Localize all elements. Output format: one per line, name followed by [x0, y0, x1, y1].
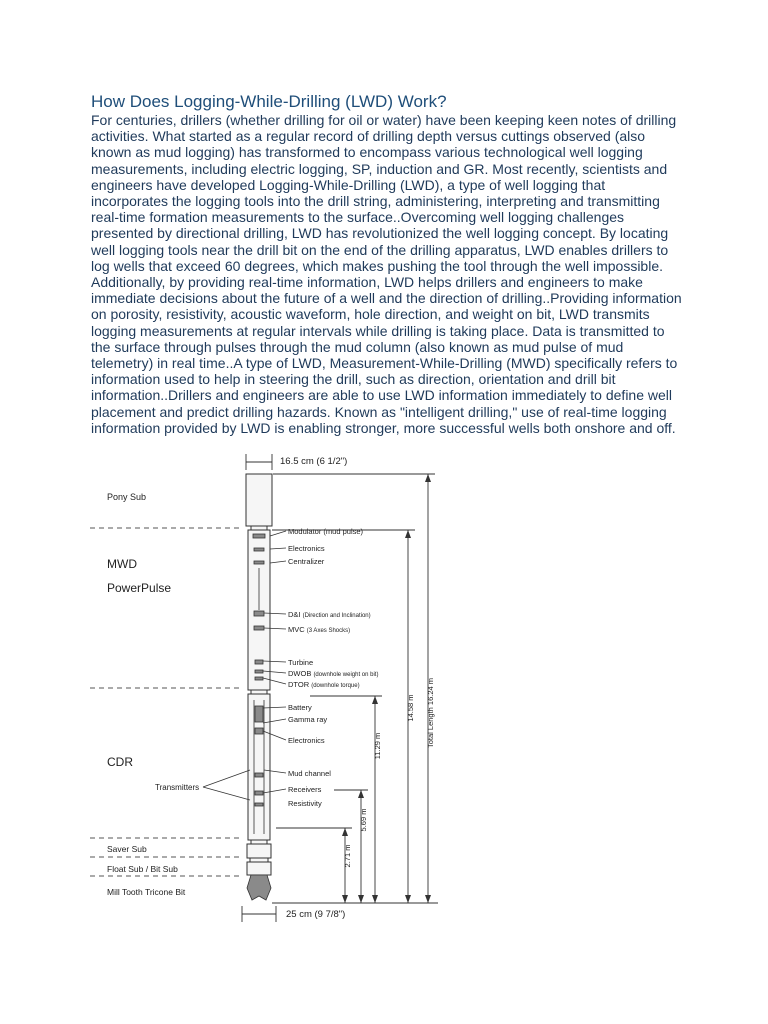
drill-string-tool — [246, 474, 272, 900]
receivers-label: Receivers — [288, 785, 322, 794]
mvc-sub-label: (3 Axes Shocks) — [306, 628, 351, 634]
mvc-main-label: MVC — [288, 625, 305, 634]
resistivity-label: Resistivity — [288, 799, 322, 808]
cdr-label: CDR — [107, 755, 133, 769]
bottom-diameter-label: 25 cm (9 7/8") — [286, 909, 346, 920]
di-sub-label: (Direction and Inclination) — [302, 613, 371, 619]
length-1458-label: 14.58 m — [406, 694, 415, 722]
body-line: engineers have developed Logging-While-Drilling (LWD), a type of well logging that — [91, 176, 606, 193]
article-title: How Does Logging-While-Drilling (LWD) Work? — [91, 92, 447, 111]
body-line: activities. What started as a regular record of drilling depth versus cuttings observed (also — [91, 128, 646, 145]
body-line: information used to help in steering the drill, such as direction, orientation and drill bit — [91, 371, 616, 388]
dtor-sub-label: (downhole torque) — [311, 683, 360, 689]
float-sub-label: Float Sub / Bit Sub — [107, 864, 178, 874]
body-line: For centuries, drillers (whether drilling for oil or water) have been keeping keen notes of drilling — [91, 112, 677, 128]
dtor-label — [288, 680, 360, 689]
body-line: Additionally, by providing real-time information, LWD helps drillers and engineers to make — [91, 274, 643, 291]
body-line: placement and predict drilling hazards. Known as "intelligent drilling," use of real-time logging — [91, 403, 667, 420]
di-main-label: D&I — [288, 610, 301, 619]
body-line: presented by directional drilling, LWD has revolutionized the well logging concept. By locating — [91, 225, 669, 242]
dwob-label — [288, 669, 378, 678]
length-1129-label: 11.29 m — [373, 732, 382, 760]
article-body — [91, 112, 691, 436]
lwd-tool-diagram — [90, 448, 450, 928]
body-line: on porosity, resistivity, acoustic waveform, hole direction, and weight on bit, LWD transmits — [91, 306, 650, 323]
body-line: information provided by LWD is enabling stronger, more successful wells both onshore and off. — [91, 419, 676, 436]
electronics-label: Electronics — [288, 544, 325, 553]
turbine-label: Turbine — [288, 658, 314, 667]
length-271-label: 2.71 m — [343, 844, 352, 868]
body-line: immediate decisions about the future of a well and the direction of drilling..Providing information — [91, 290, 682, 307]
bit-label: Mill Tooth Tricone Bit — [107, 887, 186, 897]
dwob-sub-label: (downhole weight on bit) — [313, 672, 379, 678]
di-label — [288, 610, 371, 619]
electronics-2-label: Electronics — [288, 736, 325, 745]
pony-sub-label: Pony Sub — [107, 492, 147, 502]
body-line: logging measurements at regular intervals while drilling is taking place. Data is transmitted to — [91, 322, 665, 339]
body-line: measurements, including electric logging, SP, induction and GR. Most recently, scientists and — [91, 160, 668, 177]
body-line: incorporates the logging tools into the drill string, administering, interpreting and transmitting — [91, 193, 660, 210]
mwd-label: MWD — [107, 557, 137, 571]
length-569-label: 5.69 m — [359, 808, 368, 832]
saver-sub-label: Saver Sub — [107, 844, 147, 854]
body-line: known as mud logging) has transformed to encompass various technological well logging — [91, 144, 643, 161]
powerpulse-label: PowerPulse — [107, 581, 172, 595]
body-line: well logging tools near the drill bit on the end of the drilling apparatus, LWD enables drillers to — [91, 241, 669, 258]
body-line: telemetry) in real time..A type of LWD, Measurement-While-Drilling (MWD) specifically refers to — [91, 355, 678, 372]
body-line: information..Drillers and engineers are able to use LWD information immediately to define well — [91, 387, 673, 404]
top-diameter-label: 16.5 cm (6 1/2") — [280, 456, 348, 467]
total-length-label: Total Length 16.24 m — [426, 677, 435, 749]
body-line: real-time formation measurements to the surface..Overcoming well logging challenges — [91, 209, 625, 226]
centralizer-label: Centralizer — [288, 557, 325, 566]
body-line: log wells that exceed 60 degrees, which makes pushing the tool through the well impossible. — [91, 257, 663, 274]
gamma-ray-label: Gamma ray — [288, 715, 328, 724]
battery-label: Battery — [288, 703, 312, 712]
modulator-label: Modulator (mud pulse) — [288, 527, 364, 536]
body-line: the surface through pulses through the mud column (also known as mud pulse of mud — [91, 338, 624, 355]
dwob-main-label: DWOB — [288, 669, 312, 678]
transmitters-label: Transmitters — [155, 783, 200, 792]
mud-channel-label: Mud channel — [288, 769, 331, 778]
mvc-label — [288, 625, 350, 634]
dtor-main-label: DTOR — [288, 680, 310, 689]
tricone-bit-icon — [247, 875, 271, 900]
